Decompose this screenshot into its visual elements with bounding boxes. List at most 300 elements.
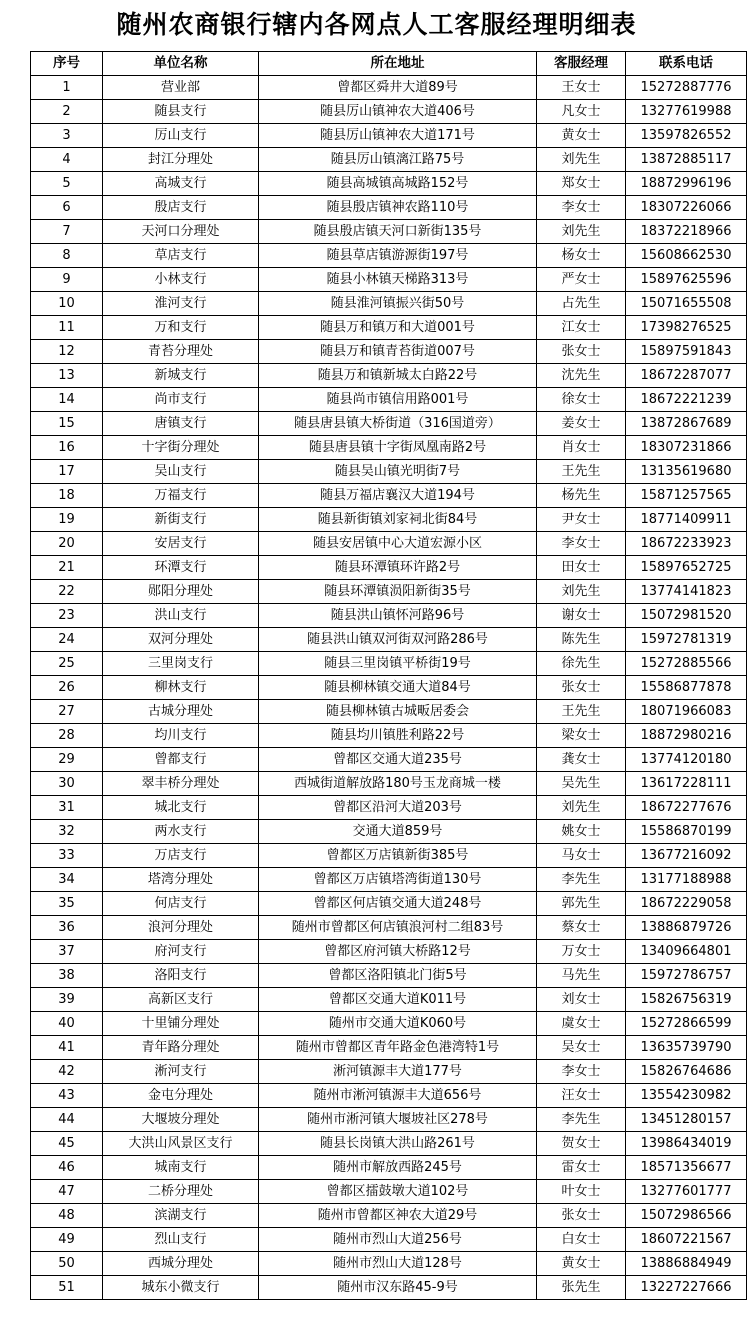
cell-branch-name: 唐镇支行 [103, 412, 259, 436]
cell-phone: 18771409911 [626, 508, 747, 532]
cell-branch-name: 大洪山风景区支行 [103, 1132, 259, 1156]
cell-index: 1 [31, 76, 103, 100]
cell-address: 随县柳林镇交通大道84号 [259, 676, 537, 700]
cell-address: 随县万和镇青苔街道007号 [259, 340, 537, 364]
cell-index: 41 [31, 1036, 103, 1060]
cell-address: 随县尚市镇信用路001号 [259, 388, 537, 412]
cell-branch-name: 曾都支行 [103, 748, 259, 772]
cell-manager: 白女士 [537, 1228, 626, 1252]
cell-branch-name: 三里岗支行 [103, 652, 259, 676]
cell-branch-name: 随县支行 [103, 100, 259, 124]
header-index: 序号 [31, 52, 103, 76]
cell-manager: 汪女士 [537, 1084, 626, 1108]
cell-manager: 黄女士 [537, 1252, 626, 1276]
cell-manager: 贺女士 [537, 1132, 626, 1156]
cell-address: 随县殷店镇天河口新街135号 [259, 220, 537, 244]
header-branch-name: 单位名称 [103, 52, 259, 76]
cell-phone: 15897625596 [626, 268, 747, 292]
cell-phone: 15897591843 [626, 340, 747, 364]
cell-phone: 18672277676 [626, 796, 747, 820]
cell-address: 随县柳林镇古城畈居委会 [259, 700, 537, 724]
cell-branch-name: 环潭支行 [103, 556, 259, 580]
table-row [31, 388, 747, 412]
cell-branch-name: 双河分理处 [103, 628, 259, 652]
cell-phone: 18672233923 [626, 532, 747, 556]
table-row [31, 820, 747, 844]
cell-manager: 李先生 [537, 1108, 626, 1132]
cell-address: 曾都区洛阳镇北门街5号 [259, 964, 537, 988]
table-row [31, 508, 747, 532]
cell-phone: 15072981520 [626, 604, 747, 628]
cell-branch-name: 金屯分理处 [103, 1084, 259, 1108]
cell-phone: 15072986566 [626, 1204, 747, 1228]
cell-branch-name: 城东小微支行 [103, 1276, 259, 1300]
cell-address: 曾都区舜井大道89号 [259, 76, 537, 100]
cell-phone: 13409664801 [626, 940, 747, 964]
table-row [31, 628, 747, 652]
cell-address: 随州市淅河镇大堰坡社区278号 [259, 1108, 537, 1132]
cell-manager: 吴女士 [537, 1036, 626, 1060]
cell-manager: 李女士 [537, 532, 626, 556]
cell-manager: 虞女士 [537, 1012, 626, 1036]
cell-index: 42 [31, 1060, 103, 1084]
cell-branch-name: 大堰坡分理处 [103, 1108, 259, 1132]
table-row [31, 484, 747, 508]
table-row [31, 604, 747, 628]
table-row [31, 1132, 747, 1156]
table-row [31, 916, 747, 940]
cell-manager: 刘先生 [537, 148, 626, 172]
cell-phone: 13554230982 [626, 1084, 747, 1108]
cell-address: 随县三里岗镇平桥街19号 [259, 652, 537, 676]
cell-manager: 蔡女士 [537, 916, 626, 940]
cell-phone: 15586870199 [626, 820, 747, 844]
cell-branch-name: 万和支行 [103, 316, 259, 340]
table-row [31, 868, 747, 892]
cell-branch-name: 新街支行 [103, 508, 259, 532]
cell-address: 随县高城镇高城路152号 [259, 172, 537, 196]
table-row [31, 76, 747, 100]
cell-phone: 13677216092 [626, 844, 747, 868]
cell-phone: 15972786757 [626, 964, 747, 988]
cell-manager: 李先生 [537, 868, 626, 892]
cell-manager: 尹女士 [537, 508, 626, 532]
branch-table [30, 51, 747, 1300]
cell-phone: 18307231866 [626, 436, 747, 460]
table-row [31, 652, 747, 676]
table-row [31, 844, 747, 868]
cell-index: 24 [31, 628, 103, 652]
cell-index: 49 [31, 1228, 103, 1252]
cell-manager: 郭先生 [537, 892, 626, 916]
cell-phone: 18071966083 [626, 700, 747, 724]
cell-address: 随县厉山镇神农大道406号 [259, 100, 537, 124]
cell-address: 曾都区万店镇新街385号 [259, 844, 537, 868]
cell-branch-name: 西城分理处 [103, 1252, 259, 1276]
cell-index: 51 [31, 1276, 103, 1300]
cell-index: 44 [31, 1108, 103, 1132]
cell-phone: 13886879726 [626, 916, 747, 940]
cell-manager: 刘先生 [537, 580, 626, 604]
table-row [31, 292, 747, 316]
cell-manager: 马女士 [537, 844, 626, 868]
cell-index: 50 [31, 1252, 103, 1276]
cell-index: 14 [31, 388, 103, 412]
cell-manager: 姚女士 [537, 820, 626, 844]
cell-manager: 王先生 [537, 700, 626, 724]
cell-phone: 15272885566 [626, 652, 747, 676]
cell-phone: 17398276525 [626, 316, 747, 340]
cell-index: 28 [31, 724, 103, 748]
cell-index: 7 [31, 220, 103, 244]
cell-address: 曾都区沿河大道203号 [259, 796, 537, 820]
table-row [31, 124, 747, 148]
cell-phone: 15826756319 [626, 988, 747, 1012]
cell-manager: 马先生 [537, 964, 626, 988]
cell-branch-name: 二桥分理处 [103, 1180, 259, 1204]
cell-manager: 徐女士 [537, 388, 626, 412]
cell-index: 8 [31, 244, 103, 268]
cell-branch-name: 安居支行 [103, 532, 259, 556]
cell-branch-name: 十字街分理处 [103, 436, 259, 460]
cell-index: 36 [31, 916, 103, 940]
cell-address: 随县洪山镇双河街双河路286号 [259, 628, 537, 652]
cell-branch-name: 城南支行 [103, 1156, 259, 1180]
cell-branch-name: 郧阳分理处 [103, 580, 259, 604]
cell-branch-name: 营业部 [103, 76, 259, 100]
cell-phone: 18571356677 [626, 1156, 747, 1180]
cell-branch-name: 封江分理处 [103, 148, 259, 172]
cell-address: 随州市解放西路245号 [259, 1156, 537, 1180]
cell-address: 随县环潭镇环许路2号 [259, 556, 537, 580]
cell-index: 18 [31, 484, 103, 508]
cell-index: 27 [31, 700, 103, 724]
cell-phone: 13774120180 [626, 748, 747, 772]
cell-phone: 15586877878 [626, 676, 747, 700]
cell-address: 随州市淅河镇源丰大道656号 [259, 1084, 537, 1108]
cell-manager: 谢女士 [537, 604, 626, 628]
cell-index: 13 [31, 364, 103, 388]
table-row [31, 1060, 747, 1084]
cell-address: 随州市曾都区神农大道29号 [259, 1204, 537, 1228]
cell-manager: 龚女士 [537, 748, 626, 772]
cell-branch-name: 万店支行 [103, 844, 259, 868]
cell-phone: 13277601777 [626, 1180, 747, 1204]
cell-address: 交通大道859号 [259, 820, 537, 844]
table-row [31, 1108, 747, 1132]
table-row [31, 1228, 747, 1252]
cell-branch-name: 青年路分理处 [103, 1036, 259, 1060]
table-row [31, 172, 747, 196]
cell-branch-name: 厉山支行 [103, 124, 259, 148]
header-manager: 客服经理 [537, 52, 626, 76]
cell-address: 随州市曾都区何店镇浪河村二组83号 [259, 916, 537, 940]
cell-index: 26 [31, 676, 103, 700]
table-row [31, 436, 747, 460]
table-row [31, 412, 747, 436]
cell-address: 随州市曾都区青年路金色港湾特1号 [259, 1036, 537, 1060]
cell-phone: 18672287077 [626, 364, 747, 388]
table-row [31, 244, 747, 268]
table-row [31, 580, 747, 604]
cell-branch-name: 新城支行 [103, 364, 259, 388]
cell-manager: 严女士 [537, 268, 626, 292]
cell-address: 曾都区交通大道235号 [259, 748, 537, 772]
cell-address: 随县环潭镇涢阳新街35号 [259, 580, 537, 604]
cell-manager: 吴先生 [537, 772, 626, 796]
table-row [31, 1156, 747, 1180]
cell-index: 9 [31, 268, 103, 292]
cell-index: 37 [31, 940, 103, 964]
cell-index: 11 [31, 316, 103, 340]
page-title: 随州农商银行辖内各网点人工客服经理明细表 [116, 10, 637, 39]
table-row [31, 1180, 747, 1204]
cell-branch-name: 府河支行 [103, 940, 259, 964]
cell-manager: 万女士 [537, 940, 626, 964]
cell-phone: 13872867689 [626, 412, 747, 436]
cell-index: 22 [31, 580, 103, 604]
cell-address: 随县厉山镇神农大道171号 [259, 124, 537, 148]
cell-index: 47 [31, 1180, 103, 1204]
cell-index: 33 [31, 844, 103, 868]
cell-branch-name: 小林支行 [103, 268, 259, 292]
cell-phone: 18672229058 [626, 892, 747, 916]
table-row [31, 796, 747, 820]
table-row [31, 100, 747, 124]
table-row [31, 268, 747, 292]
cell-manager: 沈先生 [537, 364, 626, 388]
cell-index: 48 [31, 1204, 103, 1228]
cell-address: 随县唐县镇大桥街道（316国道旁） [259, 412, 537, 436]
cell-index: 4 [31, 148, 103, 172]
table-row [31, 1084, 747, 1108]
cell-branch-name: 两水支行 [103, 820, 259, 844]
cell-phone: 15826764686 [626, 1060, 747, 1084]
cell-address: 随州市烈山大道256号 [259, 1228, 537, 1252]
cell-index: 25 [31, 652, 103, 676]
cell-phone: 13774141823 [626, 580, 747, 604]
cell-index: 19 [31, 508, 103, 532]
cell-branch-name: 烈山支行 [103, 1228, 259, 1252]
table-row [31, 892, 747, 916]
cell-phone: 13872885117 [626, 148, 747, 172]
header-address: 所在地址 [259, 52, 537, 76]
cell-address: 随县淮河镇振兴街50号 [259, 292, 537, 316]
cell-phone: 18607221567 [626, 1228, 747, 1252]
cell-address: 随县小林镇天梯路313号 [259, 268, 537, 292]
cell-phone: 15272866599 [626, 1012, 747, 1036]
cell-index: 34 [31, 868, 103, 892]
cell-manager: 姜女士 [537, 412, 626, 436]
cell-index: 23 [31, 604, 103, 628]
cell-address: 曾都区何店镇交通大道248号 [259, 892, 537, 916]
table-row [31, 772, 747, 796]
cell-branch-name: 尚市支行 [103, 388, 259, 412]
cell-phone: 13635739790 [626, 1036, 747, 1060]
cell-address: 曾都区府河镇大桥路12号 [259, 940, 537, 964]
cell-manager: 张女士 [537, 340, 626, 364]
cell-manager: 刘先生 [537, 220, 626, 244]
cell-address: 曾都区擂鼓墩大道102号 [259, 1180, 537, 1204]
cell-index: 17 [31, 460, 103, 484]
table-body [31, 76, 747, 1300]
cell-address: 随县草店镇游源街197号 [259, 244, 537, 268]
table-row [31, 1252, 747, 1276]
cell-address: 随县长岗镇大洪山路261号 [259, 1132, 537, 1156]
cell-index: 2 [31, 100, 103, 124]
cell-index: 31 [31, 796, 103, 820]
cell-address: 随县殷店镇神农路110号 [259, 196, 537, 220]
cell-manager: 占先生 [537, 292, 626, 316]
cell-phone: 13886884949 [626, 1252, 747, 1276]
cell-index: 40 [31, 1012, 103, 1036]
cell-manager: 张女士 [537, 1204, 626, 1228]
cell-manager: 徐先生 [537, 652, 626, 676]
cell-branch-name: 万福支行 [103, 484, 259, 508]
cell-branch-name: 翠丰桥分理处 [103, 772, 259, 796]
cell-index: 35 [31, 892, 103, 916]
table-row [31, 316, 747, 340]
cell-phone: 13597826552 [626, 124, 747, 148]
cell-branch-name: 洛阳支行 [103, 964, 259, 988]
cell-phone: 15897652725 [626, 556, 747, 580]
cell-index: 38 [31, 964, 103, 988]
cell-branch-name: 青苔分理处 [103, 340, 259, 364]
cell-index: 15 [31, 412, 103, 436]
cell-index: 30 [31, 772, 103, 796]
cell-phone: 18672221239 [626, 388, 747, 412]
cell-index: 6 [31, 196, 103, 220]
cell-address: 曾都区万店镇塔湾街道130号 [259, 868, 537, 892]
cell-branch-name: 古城分理处 [103, 700, 259, 724]
cell-address: 随州市交通大道K060号 [259, 1012, 537, 1036]
cell-phone: 15972781319 [626, 628, 747, 652]
cell-manager: 王女士 [537, 76, 626, 100]
cell-manager: 陈先生 [537, 628, 626, 652]
cell-index: 5 [31, 172, 103, 196]
cell-branch-name: 吴山支行 [103, 460, 259, 484]
cell-branch-name: 均川支行 [103, 724, 259, 748]
cell-manager: 雷女士 [537, 1156, 626, 1180]
table-row [31, 700, 747, 724]
table-row [31, 532, 747, 556]
cell-index: 10 [31, 292, 103, 316]
cell-address: 西城街道解放路180号玉龙商城一楼 [259, 772, 537, 796]
cell-phone: 15071655508 [626, 292, 747, 316]
cell-manager: 杨先生 [537, 484, 626, 508]
cell-phone: 13451280157 [626, 1108, 747, 1132]
cell-manager: 刘先生 [537, 796, 626, 820]
cell-branch-name: 城北支行 [103, 796, 259, 820]
table-row [31, 1036, 747, 1060]
cell-branch-name: 柳林支行 [103, 676, 259, 700]
cell-manager: 田女士 [537, 556, 626, 580]
cell-branch-name: 滨湖支行 [103, 1204, 259, 1228]
cell-manager: 王先生 [537, 460, 626, 484]
table-row [31, 196, 747, 220]
cell-branch-name: 洪山支行 [103, 604, 259, 628]
cell-address: 淅河镇源丰大道177号 [259, 1060, 537, 1084]
cell-phone: 15272887776 [626, 76, 747, 100]
table-row [31, 556, 747, 580]
table-row [31, 676, 747, 700]
cell-phone: 18872980216 [626, 724, 747, 748]
table-row [31, 748, 747, 772]
cell-index: 12 [31, 340, 103, 364]
table-row [31, 724, 747, 748]
table-row [31, 1204, 747, 1228]
cell-address: 随州市烈山大道128号 [259, 1252, 537, 1276]
cell-manager: 张先生 [537, 1276, 626, 1300]
cell-index: 45 [31, 1132, 103, 1156]
cell-address: 随县万和镇万和大道001号 [259, 316, 537, 340]
cell-phone: 13227227666 [626, 1276, 747, 1300]
cell-branch-name: 高新区支行 [103, 988, 259, 1012]
cell-branch-name: 何店支行 [103, 892, 259, 916]
cell-phone: 18872996196 [626, 172, 747, 196]
table-row [31, 964, 747, 988]
cell-index: 16 [31, 436, 103, 460]
cell-address: 随县安居镇中心大道宏源小区 [259, 532, 537, 556]
table-row [31, 1276, 747, 1300]
table-row [31, 988, 747, 1012]
cell-address: 随县唐县镇十字街凤凰南路2号 [259, 436, 537, 460]
cell-phone: 13177188988 [626, 868, 747, 892]
cell-branch-name: 淅河支行 [103, 1060, 259, 1084]
cell-address: 随县均川镇胜利路22号 [259, 724, 537, 748]
cell-index: 29 [31, 748, 103, 772]
cell-phone: 13617228111 [626, 772, 747, 796]
table-row [31, 148, 747, 172]
table-row [31, 220, 747, 244]
cell-manager: 凡女士 [537, 100, 626, 124]
table-row [31, 460, 747, 484]
cell-branch-name: 高城支行 [103, 172, 259, 196]
cell-manager: 李女士 [537, 196, 626, 220]
cell-manager: 叶女士 [537, 1180, 626, 1204]
cell-index: 32 [31, 820, 103, 844]
cell-manager: 刘女士 [537, 988, 626, 1012]
cell-phone: 18307226066 [626, 196, 747, 220]
cell-address: 随州市汉东路45-9号 [259, 1276, 537, 1300]
table-row [31, 340, 747, 364]
cell-index: 20 [31, 532, 103, 556]
cell-phone: 15608662530 [626, 244, 747, 268]
cell-branch-name: 塔湾分理处 [103, 868, 259, 892]
cell-manager: 梁女士 [537, 724, 626, 748]
cell-phone: 15871257565 [626, 484, 747, 508]
table-row [31, 940, 747, 964]
table-header-row [31, 52, 747, 76]
cell-manager: 李女士 [537, 1060, 626, 1084]
cell-branch-name: 草店支行 [103, 244, 259, 268]
cell-address: 曾都区交通大道K011号 [259, 988, 537, 1012]
cell-branch-name: 殷店支行 [103, 196, 259, 220]
cell-branch-name: 十里铺分理处 [103, 1012, 259, 1036]
cell-branch-name: 淮河支行 [103, 292, 259, 316]
cell-manager: 张女士 [537, 676, 626, 700]
cell-manager: 黄女士 [537, 124, 626, 148]
header-phone: 联系电话 [626, 52, 747, 76]
cell-phone: 13277619988 [626, 100, 747, 124]
cell-index: 3 [31, 124, 103, 148]
cell-index: 21 [31, 556, 103, 580]
cell-address: 随县洪山镇怀河路96号 [259, 604, 537, 628]
table-row [31, 364, 747, 388]
cell-address: 随县新街镇刘家祠北街84号 [259, 508, 537, 532]
cell-address: 随县厉山镇漓江路75号 [259, 148, 537, 172]
cell-branch-name: 浪河分理处 [103, 916, 259, 940]
